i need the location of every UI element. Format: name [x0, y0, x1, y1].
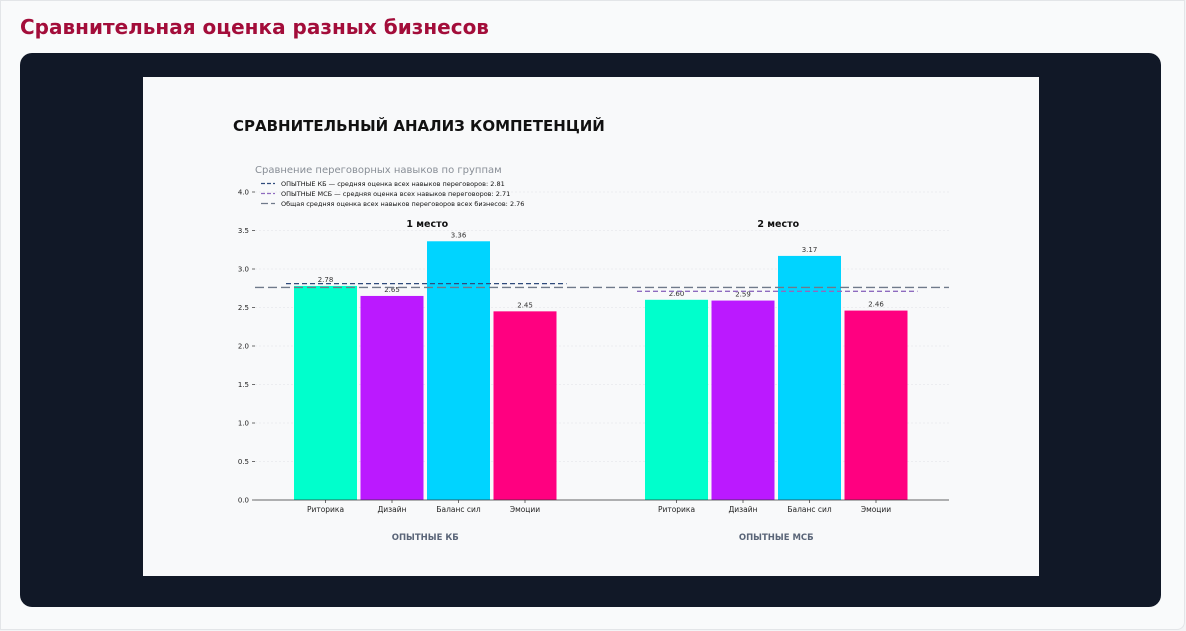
bar: [845, 311, 908, 500]
bar: [645, 300, 708, 500]
chart-image: [143, 77, 1039, 576]
bar: [427, 241, 490, 500]
y-tick-label: 1.5: [237, 381, 249, 389]
x-tick-label: Дизайн: [377, 505, 407, 514]
chart-title: СРАВНИТЕЛЬНЫЙ АНАЛИЗ КОМПЕТЕНЦИЙ: [233, 117, 605, 135]
bar-value-label: 3.17: [801, 245, 818, 254]
bar-chart: [143, 77, 1039, 576]
y-tick-label: 3.5: [237, 227, 249, 235]
y-tick-label: 2.0: [237, 342, 249, 351]
x-tick-label: Риторика: [306, 505, 345, 514]
y-tick-label: 0.0: [237, 496, 249, 505]
bar-value-label: 2.60: [668, 289, 685, 298]
group-label: ОПЫТНЫЕ МСБ: [738, 533, 814, 543]
y-axis: [238, 189, 255, 505]
chart-subtitle: Сравнение переговорных навыков по группам: [255, 165, 502, 176]
place-label: 1 место: [406, 219, 449, 230]
y-tick-label: 3.0: [237, 265, 249, 274]
mean-lines: [255, 284, 949, 292]
y-tick-label: 0.5: [237, 458, 249, 466]
place-label: 2 место: [757, 219, 800, 230]
group-label: ОПЫТНЫЕ КБ: [391, 533, 459, 543]
x-tick-label: Риторика: [657, 505, 696, 514]
y-tick-label: 1.0: [237, 419, 249, 428]
bar-value-label: 2.46: [868, 300, 884, 309]
bar-value-label: 2.65: [384, 285, 400, 294]
bar: [778, 256, 841, 500]
y-tick-label: 4.0: [237, 188, 249, 197]
legend-entry: ОПЫТНЫЕ МСБ — средняя оценка всех навыков переговоров: 2.71: [281, 190, 511, 198]
x-axis: [255, 500, 949, 543]
bar-value-label: 3.36: [450, 231, 467, 240]
bar: [494, 311, 557, 500]
x-tick-label: Дизайн: [728, 505, 758, 514]
bars: [294, 219, 908, 500]
bar: [712, 301, 775, 500]
x-tick-label: Баланс сил: [787, 505, 832, 514]
bar-value-label: 2.59: [735, 290, 751, 299]
y-tick-label: 2.5: [237, 304, 249, 312]
page-title: Сравнительная оценка разных бизнесов: [20, 15, 489, 39]
legend-entry: Общая средняя оценка всех навыков переговоров всех бизнесов: 2.76: [281, 200, 525, 208]
bar: [361, 296, 424, 500]
x-tick-label: Баланс сил: [436, 505, 481, 514]
bar: [294, 286, 357, 500]
bar-value-label: 2.45: [517, 301, 533, 310]
x-tick-label: Эмоции: [860, 505, 892, 514]
legend-entry: ОПЫТНЫЕ КБ — средняя оценка всех навыков переговоров: 2.81: [281, 180, 505, 188]
legend: [261, 180, 524, 208]
bar-value-label: 2.78: [317, 275, 334, 284]
x-tick-label: Эмоции: [509, 505, 541, 514]
